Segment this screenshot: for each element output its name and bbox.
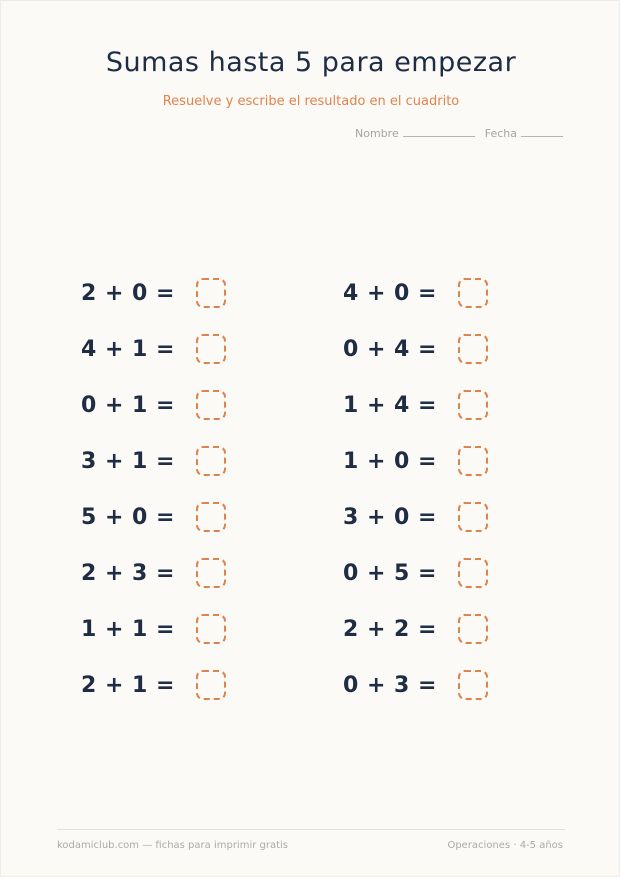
exercise-row xyxy=(343,601,488,657)
addition-expression: 2 + 0 = xyxy=(81,280,175,306)
exercise-row xyxy=(343,321,488,377)
answer-box[interactable] xyxy=(458,670,488,700)
exercise-row xyxy=(343,265,488,321)
addition-expression: 1 + 4 = xyxy=(343,392,437,418)
answer-box[interactable] xyxy=(458,278,488,308)
name-blank-line[interactable] xyxy=(403,127,475,137)
answer-box[interactable] xyxy=(196,614,226,644)
exercise-column-left xyxy=(81,265,226,713)
answer-box[interactable] xyxy=(196,558,226,588)
addition-expression: 0 + 1 = xyxy=(81,392,175,418)
exercise-row xyxy=(343,377,488,433)
student-info xyxy=(355,127,563,140)
date-blank-line[interactable] xyxy=(521,127,563,137)
name-field xyxy=(355,127,475,140)
addition-expression: 2 + 3 = xyxy=(81,560,175,586)
addition-expression: 0 + 5 = xyxy=(343,560,437,586)
exercise-row xyxy=(81,657,226,713)
footer-site-text: kodamiclub.com — fichas para imprimir gratis xyxy=(57,840,289,851)
answer-box[interactable] xyxy=(458,334,488,364)
exercise-row xyxy=(81,377,226,433)
answer-box[interactable] xyxy=(458,558,488,588)
exercise-row xyxy=(81,489,226,545)
addition-expression: 1 + 1 = xyxy=(81,616,175,642)
answer-box[interactable] xyxy=(458,502,488,532)
answer-box[interactable] xyxy=(196,334,226,364)
addition-expression: 5 + 0 = xyxy=(81,504,175,530)
addition-expression: 1 + 0 = xyxy=(343,448,437,474)
exercise-row xyxy=(81,433,226,489)
exercise-row xyxy=(81,321,226,377)
answer-box[interactable] xyxy=(196,278,226,308)
answer-box[interactable] xyxy=(458,390,488,420)
exercise-column-right xyxy=(343,265,488,713)
addition-expression: 2 + 2 = xyxy=(343,616,437,642)
footer-category-text: Operaciones · 4-5 años xyxy=(447,840,563,851)
exercise-row xyxy=(343,657,488,713)
addition-expression: 4 + 1 = xyxy=(81,336,175,362)
addition-expression: 4 + 0 = xyxy=(343,280,437,306)
addition-expression: 3 + 1 = xyxy=(81,448,175,474)
exercise-row xyxy=(343,489,488,545)
answer-box[interactable] xyxy=(458,614,488,644)
page-subtitle: Resuelve y escribe el resultado en el cuadrito xyxy=(162,94,460,109)
answer-box[interactable] xyxy=(196,446,226,476)
addition-expression: 0 + 3 = xyxy=(343,672,437,698)
answer-box[interactable] xyxy=(196,670,226,700)
exercise-row xyxy=(343,545,488,601)
exercise-row xyxy=(81,545,226,601)
addition-expression: 2 + 1 = xyxy=(81,672,175,698)
exercise-row xyxy=(81,601,226,657)
addition-expression: 3 + 0 = xyxy=(343,504,437,530)
date-label: Fecha xyxy=(484,127,517,140)
page-title: Sumas hasta 5 para empezar xyxy=(105,47,517,78)
answer-box[interactable] xyxy=(196,390,226,420)
addition-expression: 0 + 4 = xyxy=(343,336,437,362)
exercise-row xyxy=(343,433,488,489)
exercise-row xyxy=(81,265,226,321)
date-field xyxy=(485,127,563,140)
answer-box[interactable] xyxy=(196,502,226,532)
answer-box[interactable] xyxy=(458,446,488,476)
footer-divider xyxy=(57,829,565,830)
name-label: Nombre xyxy=(355,127,399,140)
